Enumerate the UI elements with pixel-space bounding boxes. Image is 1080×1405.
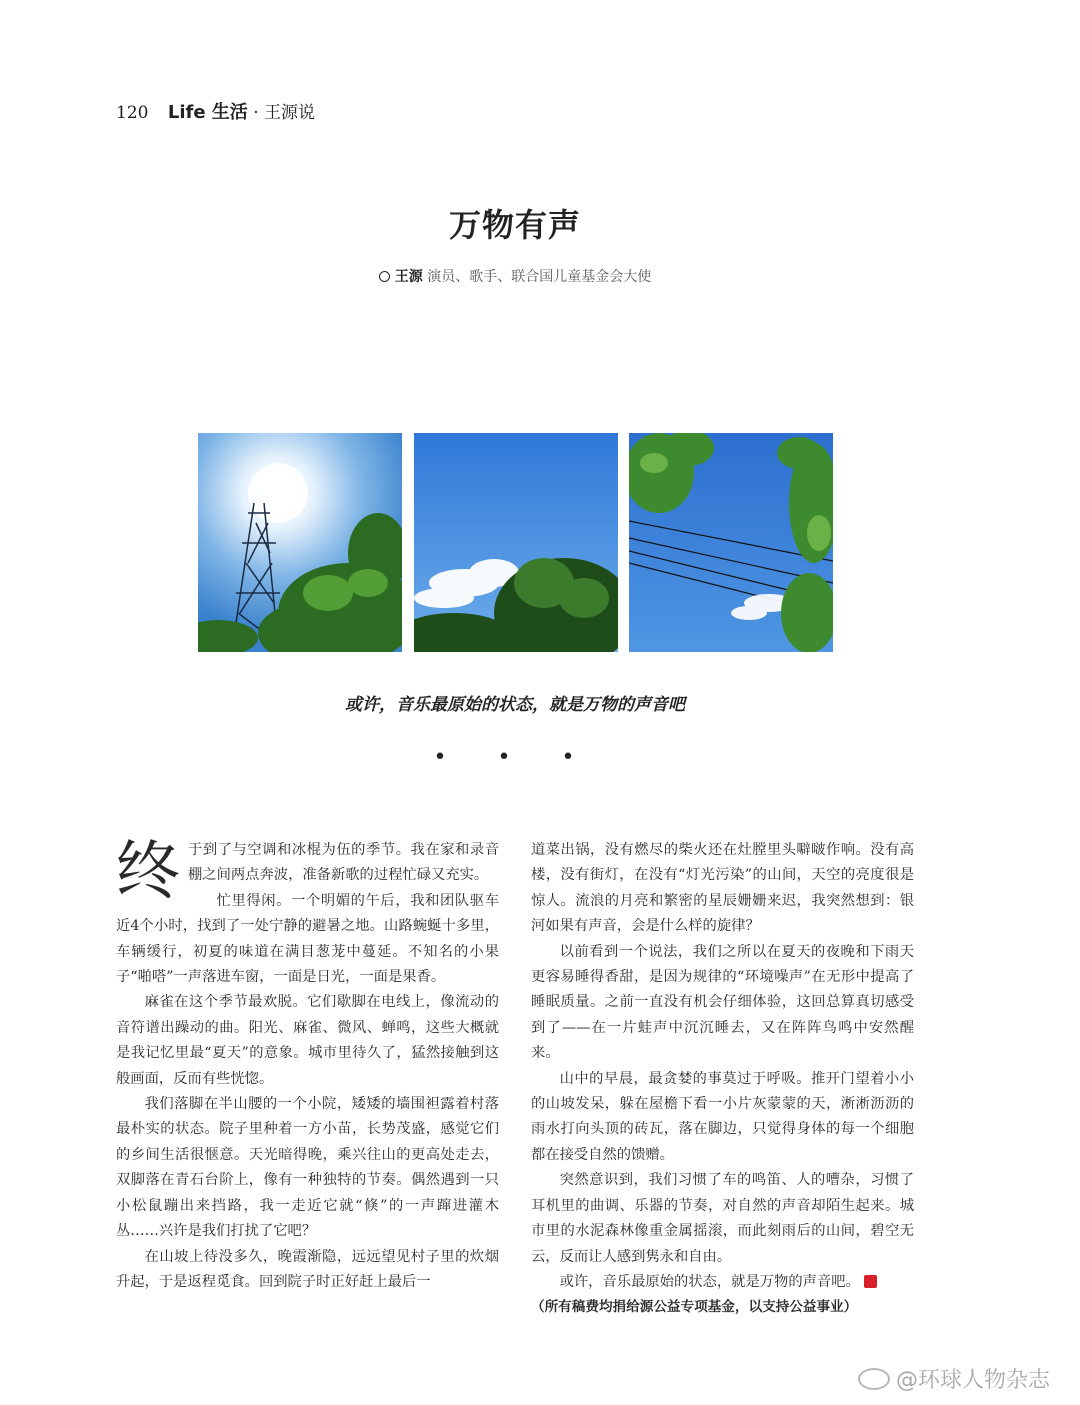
running-header xyxy=(116,98,315,124)
photo-clouds-tree xyxy=(414,433,618,652)
header-separator: · xyxy=(247,103,265,123)
clouds-tree-illustration xyxy=(414,433,618,652)
byline xyxy=(0,266,1030,286)
photo-wires-leaves xyxy=(629,433,833,652)
left-column xyxy=(116,835,499,1295)
paragraph xyxy=(116,835,499,909)
paragraph: 麻雀在这个季节最欢脱。它们歇脚在电线上，像流动的音符谱出躁动的曲。阳光、麻雀、微风、蝉鸣，这些大概就是我记忆里最“夏天”的意象。城市里待久了，猛然接触到这般画面，反而有些恍惚。 xyxy=(116,994,499,1087)
paragraph-text: 于到了与空调和冰棍为伍的季节。我在家和录音棚之间两点奔波，准备新歌的过程忙碌又充实。 xyxy=(188,842,499,884)
article-title: 万物有声 xyxy=(448,206,581,244)
paragraph: 山中的早晨，最贪婪的事莫过于呼吸。推开门望着小小的山坡发呆，躲在屋檐下看一小片灰蒙蒙的天，淅淅沥沥的雨水打向头顶的砖瓦，落在脚边，只觉得身体的每一个细胞都在接受自然的馈赠。 xyxy=(531,1070,914,1163)
right-column xyxy=(531,838,914,1321)
author-name: 王源 xyxy=(394,269,423,285)
section-divider-dots: • • • xyxy=(433,745,597,770)
paragraph: 在山坡上待没多久，晚霞渐隐，远远望见村子里的炊烟升起，于是返程觅食。回到院子时正好赶上最后一 xyxy=(116,1248,499,1290)
closing-text: 或许，音乐最原始的状态，就是万物的声音吧。 xyxy=(559,1273,860,1290)
paragraph: 突然意识到，我们习惯了车的鸣笛、人的嘈杂，习惯了耳机里的曲调、乐器的节奏，对自然的声音却陌生起来。城市里的水泥森林像重金属摇滚，而此刻雨后的山间，碧空无云，反而让人感到隽永和自由。 xyxy=(531,1172,914,1265)
section-name: Life 生活 xyxy=(167,102,248,123)
watermark xyxy=(858,1363,1050,1394)
page-number: 120 xyxy=(116,103,149,123)
paragraph: 道菜出锅，没有燃尽的柴火还在灶膛里头噼啵作响。没有高楼，没有街灯，在没有“灯光污染”的山间，天空的亮度很是惊人。流浪的月亮和繁密的星辰姗姗来迟，我突然想到：银河如果有声音，会是什么样的旋律？ xyxy=(531,842,914,935)
sun-tower-illustration xyxy=(198,433,402,652)
paragraph: 忙里得闲。一个明媚的午后，我和团队驱车近4个小时，找到了一处宁静的避暑之地。山路蜿蜒十多里，车辆缓行，初夏的味道在满目葱茏中蔓延。不知名的小果子“啪嗒”一声落进车窗，一面是日光，一面是果香。 xyxy=(116,892,499,986)
circle-icon xyxy=(379,271,390,282)
photo-caption: 或许，音乐最原始的状态，就是万物的声音吧 xyxy=(345,695,685,715)
donation-note: （所有稿费均捐给源公益专项基金，以支持公益事业） xyxy=(531,1299,858,1316)
watermark-text: @环球人物杂志 xyxy=(895,1368,1050,1393)
wires-leaves-illustration xyxy=(629,433,833,652)
photo-sun-tower xyxy=(198,433,402,652)
column-name: 王源说 xyxy=(264,103,316,123)
paragraph xyxy=(531,1270,914,1295)
weibo-icon xyxy=(858,1368,890,1390)
author-role: 演员、歌手、联合国儿童基金会大使 xyxy=(427,269,652,285)
paragraph: 以前看到一个说法，我们之所以在夏天的夜晚和下雨天更容易睡得香甜，是因为规律的“环境噪声”在无形中提高了睡眠质量。之前一直没有机会仔细体验，这回总算真切感受到了——在一片蛙声中沉沉睡去，又在阵阵鸟鸣中安然醒来。 xyxy=(531,943,914,1062)
drop-cap: 终 xyxy=(116,835,180,909)
paragraph: 我们落脚在半山腰的一个小院，矮矮的墙围袒露着村落最朴实的状态。院子里种着一方小苗，长势茂盛，感觉它们的乡间生活很惬意。天光暗得晚，乘兴往山的更高处走去，双脚落在青石台阶上，像有一种独特的节奏。偶然遇到一只小松鼠蹦出来挡路，我一走近它就“倏”的一声蹿进灌木丛……兴许是我们打扰了它吧？ xyxy=(116,1096,499,1240)
end-mark-icon: G xyxy=(864,1275,877,1288)
